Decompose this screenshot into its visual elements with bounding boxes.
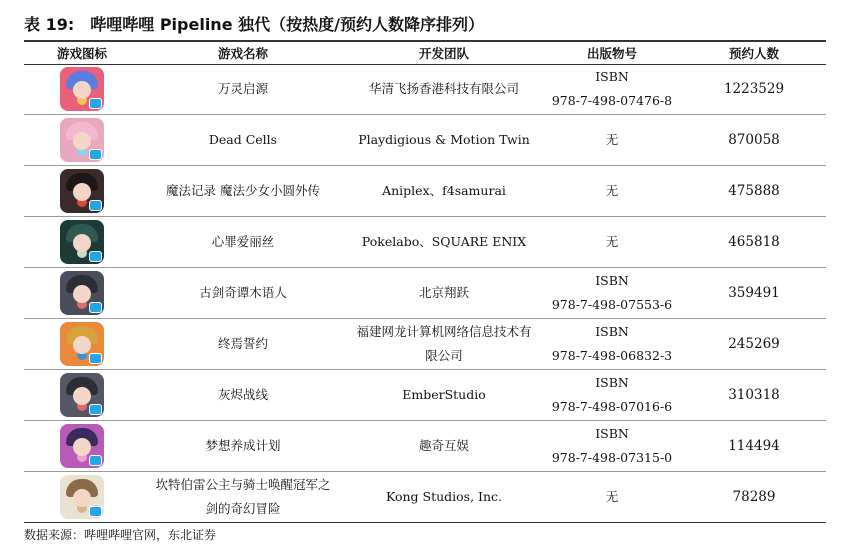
- header-icon: 游戏图标: [24, 41, 140, 64]
- icon-face: [73, 489, 91, 507]
- isbn: [542, 369, 682, 420]
- reservation-count: 1223529: [682, 64, 826, 115]
- isbn: [542, 64, 682, 115]
- bilibili-tv-icon: [89, 302, 102, 313]
- icon-face: [73, 438, 91, 456]
- isbn-number: 978-7-498-07476-8: [551, 93, 673, 109]
- isbn: [542, 115, 682, 166]
- table-number: 表 19:: [24, 15, 75, 34]
- table-row: [24, 471, 826, 522]
- icon-face: [73, 183, 91, 201]
- reservation-count: 78289: [682, 471, 826, 522]
- bilibili-tv-icon: [89, 200, 102, 211]
- game-icon-cell: [24, 166, 140, 217]
- isbn: [542, 471, 682, 522]
- isbn: [542, 318, 682, 369]
- game-icon: [60, 475, 104, 519]
- game-icon-cell: [24, 471, 140, 522]
- header-reservations: 预约人数: [682, 41, 826, 64]
- isbn-label: ISBN: [595, 323, 629, 339]
- header-developer: 开发团队: [346, 41, 542, 64]
- game-name: 灰烬战线: [140, 369, 346, 420]
- game-name: 魔法记录 魔法少女小圆外传: [140, 166, 346, 217]
- game-name: 古剑奇谭木语人: [140, 268, 346, 319]
- isbn-label: 无: [605, 183, 619, 199]
- isbn: [542, 217, 682, 268]
- data-source: 数据来源：哔哩哔哩官网，东北证券: [24, 528, 217, 542]
- isbn-number: 978-7-498-07315-0: [551, 449, 673, 465]
- isbn-number: 978-7-498-07016-6: [551, 398, 673, 414]
- table-row: [24, 166, 826, 217]
- icon-face: [73, 132, 91, 150]
- table-row: [24, 64, 826, 115]
- table-row: [24, 420, 826, 471]
- developer: 北京翔跃: [346, 268, 542, 319]
- icon-face: [73, 234, 91, 252]
- game-icon: [60, 271, 104, 315]
- table-row: [24, 268, 826, 319]
- bilibili-tv-icon: [89, 404, 102, 415]
- bilibili-tv-icon: [89, 455, 102, 466]
- isbn-number: 978-7-498-07553-6: [551, 297, 673, 312]
- icon-face: [73, 81, 91, 99]
- game-name: 万灵启源: [140, 64, 346, 115]
- table-row: [24, 115, 826, 166]
- isbn: [542, 166, 682, 217]
- game-icon-cell: [24, 268, 140, 319]
- bilibili-tv-icon: [89, 506, 102, 517]
- reservation-count: 465818: [682, 217, 826, 268]
- header-name: 游戏名称: [140, 41, 346, 64]
- game-name: Dead Cells: [140, 115, 346, 166]
- isbn-label: ISBN: [595, 69, 629, 85]
- table-row: [24, 318, 826, 369]
- isbn-label: ISBN: [595, 273, 629, 288]
- developer: 趣奇互娱: [346, 420, 542, 471]
- icon-face: [73, 285, 91, 303]
- developer: Kong Studios, Inc.: [346, 471, 542, 522]
- pipeline-table: [24, 40, 826, 523]
- table-row: [24, 217, 826, 268]
- game-icon: [60, 169, 104, 213]
- icon-face: [73, 387, 91, 405]
- game-icon: [60, 424, 104, 468]
- game-icon-cell: [24, 64, 140, 115]
- isbn: [542, 268, 682, 319]
- game-icon: [60, 322, 104, 366]
- bilibili-tv-icon: [89, 149, 102, 160]
- table-header-row: [24, 41, 826, 64]
- developer: Pokelabo、SQUARE ENIX: [346, 217, 542, 268]
- icon-face: [73, 336, 91, 354]
- developer: Playdigious & Motion Twin: [346, 115, 542, 166]
- bilibili-tv-icon: [89, 251, 102, 262]
- bilibili-tv-icon: [89, 98, 102, 109]
- bilibili-tv-icon: [89, 353, 102, 364]
- game-name: 坎特伯雷公主与骑士唤醒冠军之剑的奇幻冒险: [140, 471, 346, 522]
- reservation-count: 475888: [682, 166, 826, 217]
- isbn-label: ISBN: [595, 425, 629, 441]
- isbn: [542, 420, 682, 471]
- isbn-number: 978-7-498-06832-3: [551, 347, 673, 363]
- game-name: 梦想养成计划: [140, 420, 346, 471]
- game-icon: [60, 67, 104, 111]
- game-icon: [60, 118, 104, 162]
- table-title: [24, 12, 484, 35]
- reservation-count: 114494: [682, 420, 826, 471]
- game-icon-cell: [24, 217, 140, 268]
- isbn-label: 无: [605, 132, 619, 148]
- game-icon: [60, 373, 104, 417]
- reservation-count: 245269: [682, 318, 826, 369]
- game-icon-cell: [24, 115, 140, 166]
- game-name: 心罪爱丽丝: [140, 217, 346, 268]
- developer: 福建网龙计算机网络信息技术有限公司: [346, 318, 542, 369]
- game-icon-cell: [24, 369, 140, 420]
- game-icon: [60, 220, 104, 264]
- table-title-text: 哔哩哔哩 Pipeline 独代（按热度/预约人数降序排列）: [90, 15, 484, 34]
- game-icon-cell: [24, 318, 140, 369]
- developer: 华清飞扬香港科技有限公司: [346, 64, 542, 115]
- isbn-label: 无: [605, 234, 619, 250]
- reservation-count: 310318: [682, 369, 826, 420]
- reservation-count: 359491: [682, 268, 826, 319]
- table-row: [24, 369, 826, 420]
- reservation-count: 870058: [682, 115, 826, 166]
- game-name: 终焉誓约: [140, 318, 346, 369]
- isbn-label: 无: [605, 488, 619, 504]
- developer: Aniplex、f4samurai: [346, 166, 542, 217]
- developer: EmberStudio: [346, 369, 542, 420]
- isbn-label: ISBN: [595, 374, 629, 390]
- game-icon-cell: [24, 420, 140, 471]
- table-body: [24, 64, 826, 522]
- header-isbn: 出版物号: [542, 41, 682, 64]
